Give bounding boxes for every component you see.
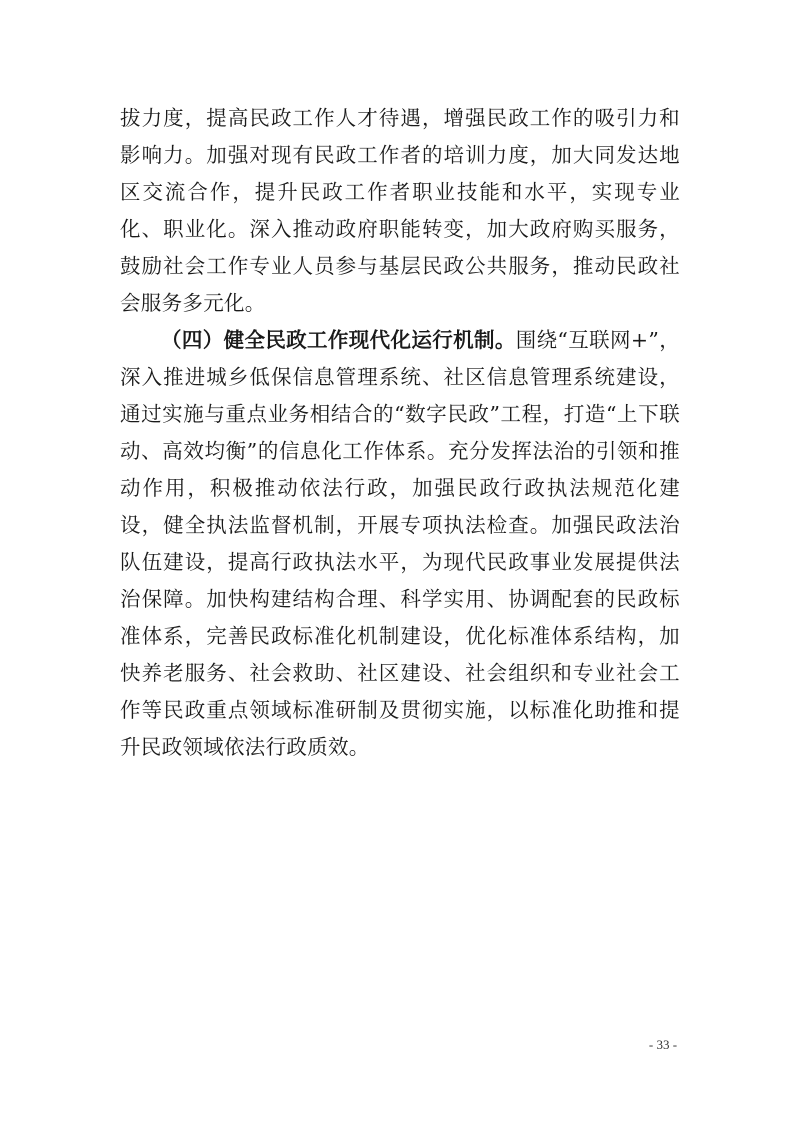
document-body <box>120 100 680 766</box>
paragraph-continuation: 拔力度，提高民政工作人才待遇，增强民政工作的吸引力和影响力。加强对现有民政工作者的培训力度，加大同发达地区交流合作，提升民政工作者职业技能和水平，实现专业化、职业化。深入推动政府职能转变，加大政府购买服务，鼓励社会工作专业人员参与基层民政公共服务，推动民政社会服务多元化。 <box>120 106 680 315</box>
paragraph-section-four <box>120 322 680 766</box>
section-body-text: 围绕“互联网+”，深入推进城乡低保信息管理系统、社区信息管理系统建设，通过实施与重点业务相结合的“数字民政”工程，打造“上下联动、高效均衡”的信息化工作体系。充分发挥法治的引领和推动作用，积极推动依法行政，加强民政行政执法规范化建设，健全执法监督机制，开展专项执法检查。加强民政法治队伍建设，提高行政执法水平，为现代民政事业发展提供法治保障。加快构建结构合理、科学实用、协调配套的民政标准体系，完善民政标准化机制建设，优化标准体系结构，加快养老服务、社会救助、社区建设、社会组织和专业社会工作等民政重点领域标准研制及贯彻实施，以标准化助推和提升民政领域依法行政质效。 <box>120 328 680 759</box>
section-heading: （四）健全民政工作现代化运行机制。 <box>161 328 516 352</box>
page-number: - 33 - <box>648 1037 678 1052</box>
